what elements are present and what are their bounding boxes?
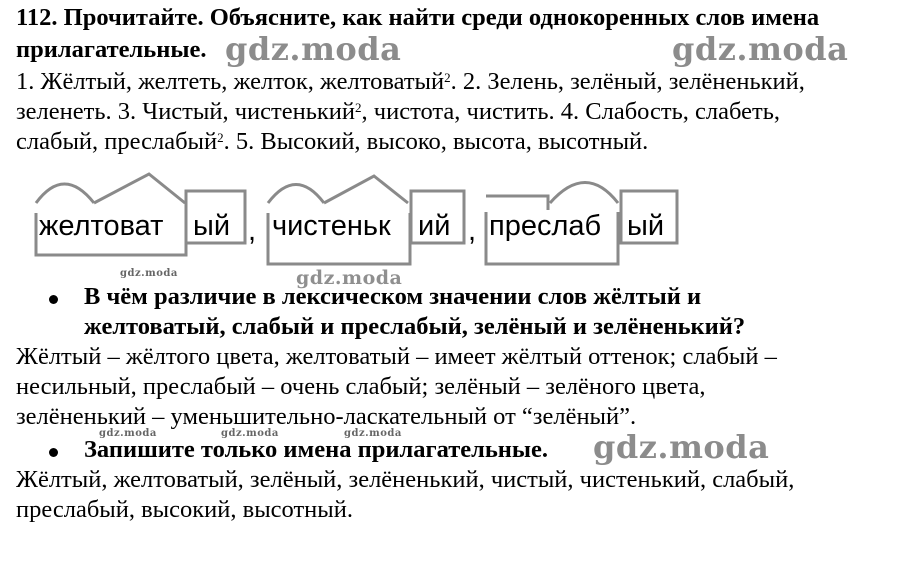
answer2-line2: преслабый, высокий, высотный. bbox=[16, 496, 353, 523]
root-arc-3 bbox=[550, 183, 618, 204]
exercise-title-line2: прилагательные. bbox=[16, 36, 207, 63]
question1-line2: желтоватый, слабый и преслабый, зелёный и зелёненький? bbox=[84, 313, 746, 340]
exercise-title-line1: 112. Прочитайте. Объясните, как найти среди однокоренных слов имена bbox=[16, 4, 820, 31]
word3-ending: ый bbox=[627, 210, 665, 242]
word-list-line3: слабый, преслабый$^2$. 5. Высокий, высоко, высота, высотный. bbox=[16, 128, 649, 155]
root-arc-2 bbox=[268, 185, 324, 204]
suffix-mark-1 bbox=[94, 174, 185, 203]
answer1-line3: зелёненький – уменьшительно-ласкательный от “зелёный”. bbox=[16, 403, 637, 430]
word-list-line2: зеленеть. 3. Чистый, чистенький$^2$, чистота, чистить. 4. Слабость, слабеть, bbox=[16, 98, 781, 125]
word1-ending: ый bbox=[193, 210, 231, 242]
word1-stem: желтоват bbox=[39, 210, 164, 242]
comma-1: , bbox=[248, 215, 257, 247]
word3-stem: преслаб bbox=[489, 210, 602, 242]
word2-stem: чистеньк bbox=[272, 210, 391, 242]
watermark: gdz.moda bbox=[593, 428, 770, 466]
watermark: gdz.moda bbox=[225, 30, 402, 68]
answer2-line1: Жёлтый, желтоватый, зелёный, зелёненький, чистый, чистенький, слабый, bbox=[16, 466, 795, 493]
bullet-2 bbox=[49, 448, 58, 457]
answer1-line1: Жёлтый – жёлтого цвета, желтоватый – имеет жёлтый оттенок; слабый – bbox=[16, 343, 777, 370]
word-list-line1: 1. Жёлтый, желтеть, желток, желтоватый$^2$. 2. Зелень, зелёный, зелёненький, bbox=[16, 68, 805, 95]
watermark: gdz.moda bbox=[99, 428, 157, 439]
word2-ending: ий bbox=[418, 210, 451, 242]
watermark: gdz.moda bbox=[344, 428, 402, 439]
suffix-mark-2 bbox=[324, 176, 408, 203]
comma-2: , bbox=[468, 215, 477, 247]
morpheme-scheme bbox=[0, 170, 906, 275]
answer1-line2: несильный, преслабый – очень слабый; зелёный – зелёного цвета, bbox=[16, 373, 706, 400]
question1-line1: В чём различие в лексическом значении слов жёлтый и bbox=[84, 283, 702, 310]
root-arc-1 bbox=[36, 184, 94, 203]
prefix-mark-3 bbox=[486, 196, 548, 210]
watermark: gdz.moda bbox=[296, 267, 403, 289]
bullet-1 bbox=[49, 295, 58, 304]
watermark: gdz.moda bbox=[672, 30, 849, 68]
watermark: gdz.moda bbox=[120, 268, 178, 279]
question2-line1: Запишите только имена прилагательные. bbox=[84, 436, 549, 463]
watermark: gdz.moda bbox=[221, 428, 279, 439]
